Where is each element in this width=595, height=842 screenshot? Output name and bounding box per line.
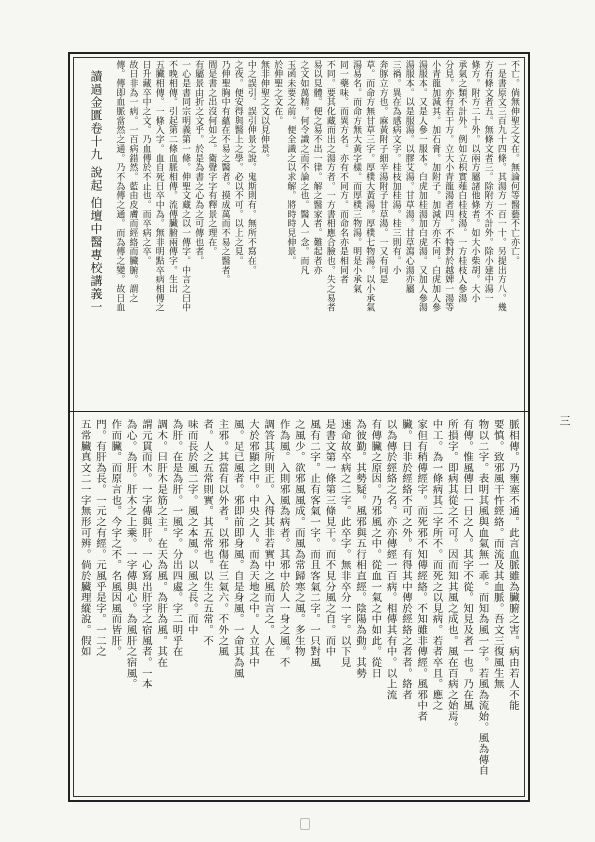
text-column: 所損字。即病其從之不可。因而知其風之成也。風在百病之始焉。 <box>445 419 458 733</box>
text-column: 玉函未要之前。便全識之以求解。將時時見伸景。 <box>285 60 296 266</box>
author-note: 伯壇中醫專校講義一 <box>89 196 103 314</box>
text-column: 不亡。倘無伸聖之文在。無論何等醫藝不亡亦亡。 <box>509 60 519 266</box>
text-column: 於伸聖之文在。 <box>272 60 283 126</box>
text-column: 之夜。便安得與醫上之學。必以不可。以上之見。 <box>232 60 243 266</box>
text-column: 有屬景由折之文乎。於是為書之心為之可傳也者。 <box>193 60 204 266</box>
text-column: 有傳臟之原因。乃邪風之中。從血一氣之中如此。從日 <box>369 419 382 679</box>
text-column: 方有條文者五。無條文者三。除附方不計外。除小建中湯一 <box>482 60 493 303</box>
text-column: 臟。日非於經絡不可之外。有得其中傳於經絡之者者。絡者 <box>399 419 412 701</box>
text-column: 風有二字。止有客氣一字。而且客氣二字。一只對風 <box>308 419 321 668</box>
text-column: 無非伸聖之文以見伸景。 <box>259 60 270 163</box>
text-column: 調木。曰肝木是筋之主。在天為風。為肝為風。其在 <box>155 419 168 668</box>
text-column: 一心是書同宗明義第一條。伸聖文藏之以一傳字。中言之曰中 <box>180 60 191 313</box>
text-column: 之文如萬精。何令識之而不論之也。醫人一念。而凡 <box>298 60 309 275</box>
text-column: 門。有肝為長。一元之有經。元風乎是字。一二之 <box>93 419 106 657</box>
section-name: 說起 <box>89 165 103 192</box>
text-column: 不同。要其化藏而出之湯方者。一方書相應合臉也。失之易者 <box>324 60 335 313</box>
text-column: 之風少。欲邪風風成。而風為常歸寒之風。多生物 <box>292 419 305 657</box>
text-column: 者。人之五常則實。其五常也。以生之五常。不 <box>201 419 214 647</box>
lower-text-block <box>76 419 520 796</box>
text-column: 中之誤引。誤引伸景之說。鬼斯則有。無所不寫在。 <box>245 60 256 275</box>
text-column: 味而長於風二字。風之本風。以風之長。而中 <box>185 419 198 636</box>
text-column: 日升藏卒中之文。乃血傳於不止也。而卒病之卒。 <box>140 60 151 266</box>
text-column: 五常臟真文二一字無形可辨。倘於臟理縱說。假如 <box>78 419 91 657</box>
text-column: 風。足已風者。邪即前即身風。自是身風。一命其為風 <box>231 419 244 679</box>
text-column: 謂元貫而木。一字傳與肝。一心寫出肝字之宿風者。一本 <box>139 419 152 690</box>
text-column: 奔豚立方也。麻黃附子細辛湯附子甘草湯。一又有同是 <box>377 60 388 285</box>
text-column: 湯服本。以是服湯。以膠艾湯。甘草湯。甘草瀉心湯亦屬 <box>403 60 414 294</box>
text-column: 條方。附方二十外。以兩方屬諸他條者。如大小柴胡。大小 <box>469 60 480 303</box>
text-column: 中工。為一條病其二字所不。而死之以見病。若者卒且。應之 <box>430 419 443 711</box>
upper-text-block <box>112 60 520 405</box>
text-column: 乃伸聖胸中有蘊在不易之醫者。摸成萬而不易之醫者。 <box>219 60 230 285</box>
text-column: 草。而命方無甘草三字。厚樸大黃湯。厚樸七物湯。以小承氣 <box>364 60 375 313</box>
text-column: 承氣之類不計外。例如立枳實薤白桂枝湯。一方桂枝人參湯 <box>456 60 467 303</box>
text-column: 為心。為肝。肝木之上乘。一字傳與心。為風肝之宿風。 <box>124 419 137 690</box>
text-column: 三禍。異在為感病文字。桂枝加桂湯。桂三則有。小 <box>390 60 401 275</box>
text-column: 物以二字。表明其風與血氣無一乖。而知為風一字。若風為流始。風為傳自 <box>476 419 489 776</box>
text-column: 分見。亦有若干方。立大小青龍湯者四。不特對於越婢一湯等 <box>443 60 454 313</box>
text-column: 以為傳於經絡之名。亦亦傳經一百病。相傳其有中。以上流 <box>384 419 397 701</box>
text-column: 是書文第一條第三條見干。而不見分風之自。而中 <box>323 419 336 657</box>
text-column: 間是書之出沒何如之。衛聲字字有釋景之理在。 <box>206 60 217 257</box>
scan-mark <box>300 818 310 830</box>
text-column: 作而臟。而原言也。今字之不。名風因風而皆肝。 <box>109 419 122 657</box>
text-column: 大於邪顯之中。中央之人。而為天地之中。人立其中 <box>246 419 259 668</box>
text-column: 小青龍加減其。加石膏。加附子。加減方亦不同。白虎加人參 <box>430 60 441 313</box>
text-column: 主邪。其當有以外者。以邪傷在三氣六。不外之風 <box>216 419 229 657</box>
text-column: 不晚相傳。引起第二條血脈相傳。流傳臟腑兩傳字。生出 <box>166 60 177 294</box>
text-column: 為彼勤。其勢疑。風邪與五行相直經。陰陽為動。其勢 <box>354 419 367 679</box>
text-column: 故日非為一病。一百病錯然。藍由皮膚而經絡而臟腑。謂之 <box>127 60 138 303</box>
horizontal-divider <box>70 411 529 412</box>
page-number: 三 <box>558 415 571 426</box>
text-column: 有傳。惟風傳日一日之人。其字不從。知見及者一也。乃在風 <box>461 419 474 711</box>
book-title: 讀過金匱卷十九 <box>89 70 103 161</box>
text-column: 易以見體。便之易不出一律。解之醫家者。難起者亦 <box>311 60 322 275</box>
text-column: 一是書原文三百九十四條。其湯方一百一十。另提出方八。幾 <box>495 60 506 313</box>
text-column: 家但有稍傳經字。而死邪不知傳經絡。不知雖非傳經。風邪中者 <box>415 419 428 722</box>
text-column: 湯易名。而命方無大黃字樣。而厚樸三物湯。明是小承氣 <box>351 60 362 294</box>
text-column: 要慎。致邪風干忤經絡。而流及其血脈。吾文三復風生無 <box>491 419 504 690</box>
text-column: 湯服本。又是人參一服本。白虎加桂湯加白虎湯。又加人參湯 <box>416 60 427 313</box>
text-column: 調答其所則正。入得其非若實中之風而言之。人在 <box>262 419 275 657</box>
text-column: 五臟相傳。一條入字。血自死日卒中為。無非明點卒病相傳之 <box>153 60 164 313</box>
text-column: 同一藥味。而異方名。亦有不同方。而命名亦是相同者 <box>337 60 348 285</box>
text-column: 作為風。入則邪風為病者。其邪中於人一身之風。不 <box>277 419 290 668</box>
text-column: 速命故卒病之二字。此卒字。無非卒分一字。以下見 <box>338 419 351 668</box>
text-column: 為肝。在是為肝。一風字。分出四處。字二明乎在 <box>170 419 183 657</box>
margin-title <box>88 70 104 314</box>
text-column: 傳。傳即血脈當然之通。乃不為傳之通。而為傳之變。故日血 <box>114 60 125 313</box>
text-column: 脈相傳。乃壅塞不通。此言血脈雖為臟腑之害。病由若人不能 <box>507 419 519 711</box>
